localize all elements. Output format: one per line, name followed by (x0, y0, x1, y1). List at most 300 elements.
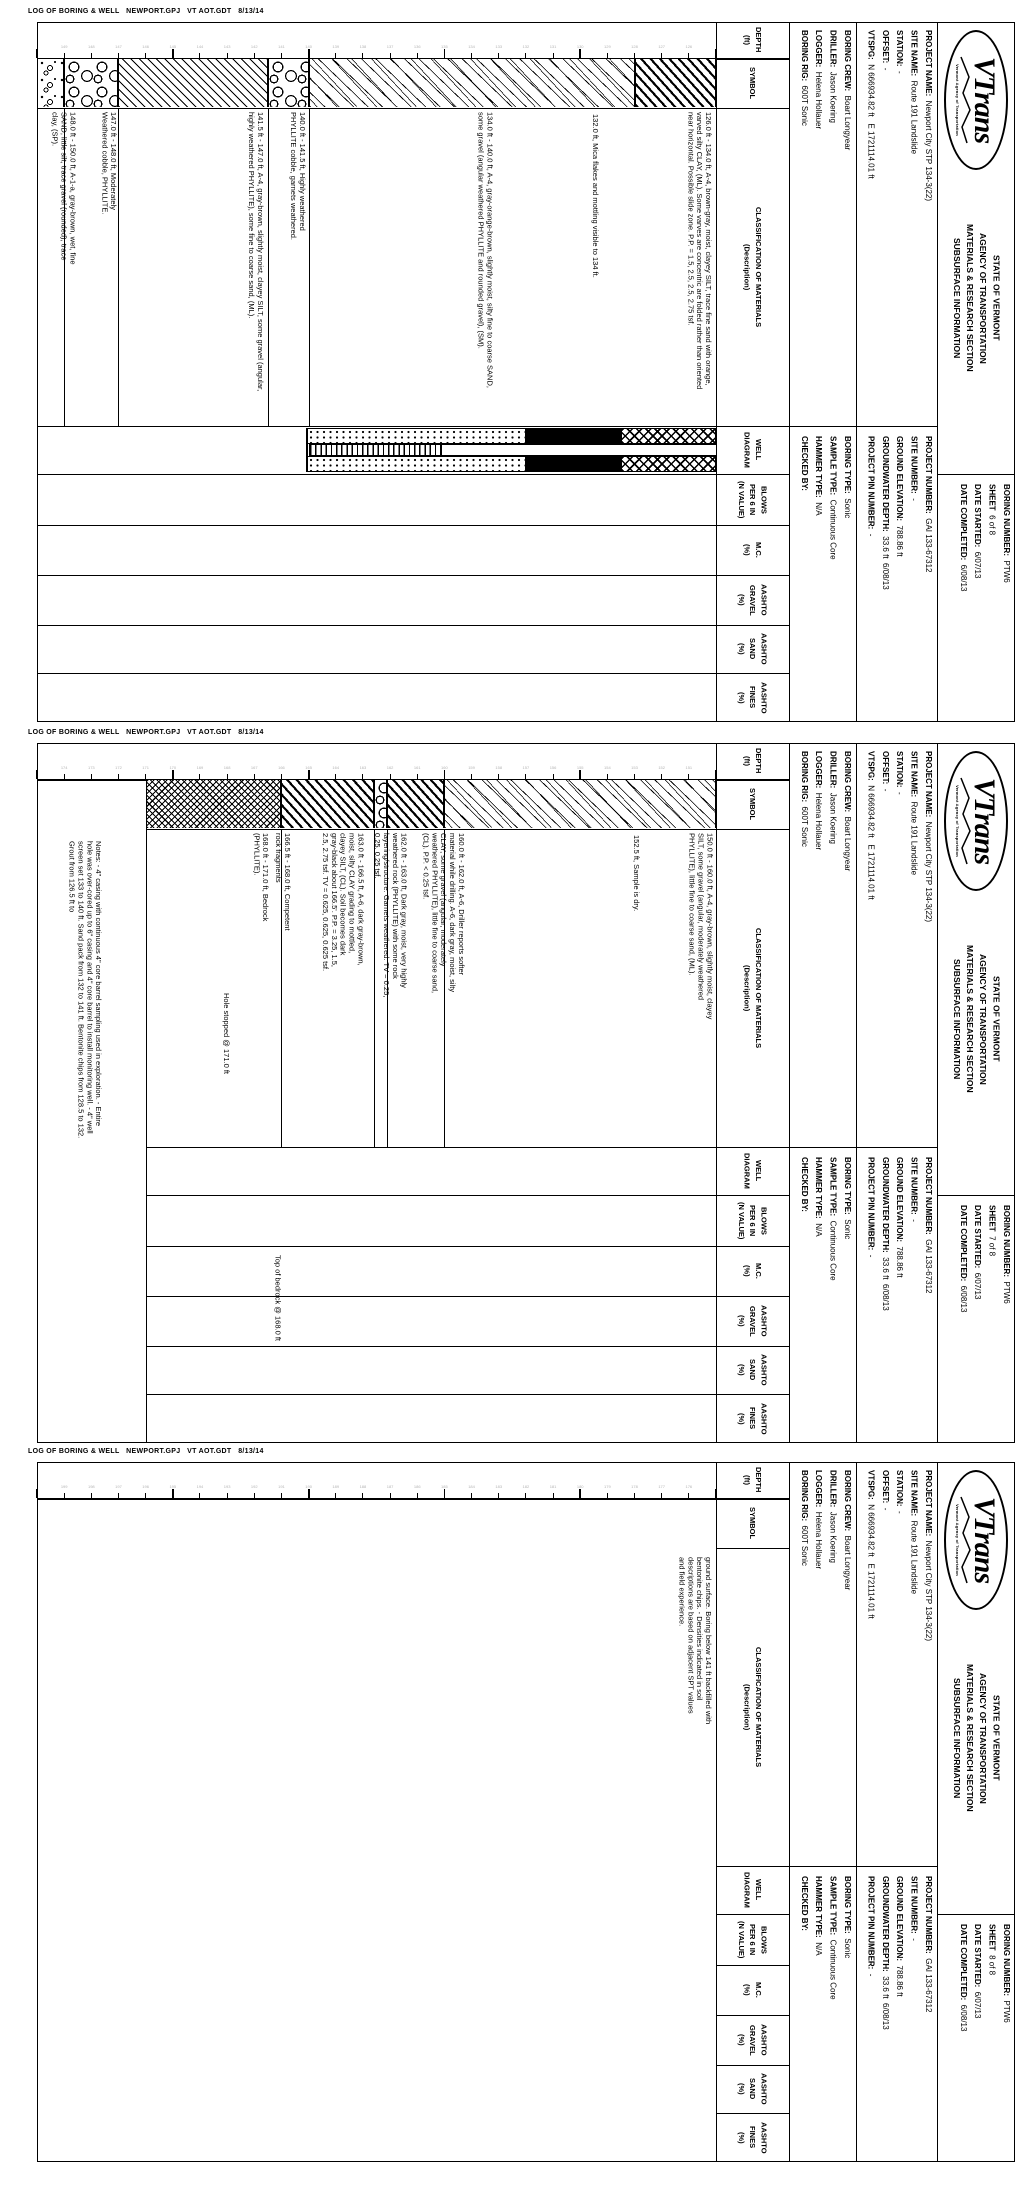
depth-tick (661, 774, 662, 779)
boring-crew-cell-value: 600T Sonic (799, 802, 809, 847)
column-label-text: CLASSIFICATION OF MATERIALS (Description) (742, 206, 763, 328)
column-label-blows (716, 474, 789, 525)
project-name-cell-label: STATION: (895, 30, 905, 67)
column-label-depth (716, 1462, 789, 1498)
depth-tick-label: 183 (495, 1484, 503, 1489)
depth-tick (199, 53, 200, 58)
header-cell-divider (789, 1147, 937, 1148)
project-number-cell-value: 33.6 ft 6/08/13 (880, 1971, 890, 2030)
boring-number-cell-label: DATE STARTED: (973, 484, 983, 548)
boring-number-cell-value: 7 of 8 (987, 1231, 997, 1257)
symbol-segment-cl (635, 59, 716, 107)
band-line (37, 1498, 789, 1500)
project-number-cell-label: GROUND ELEVATION: (895, 1157, 905, 1243)
well-grout (621, 428, 716, 444)
project-name-cell-value: - (880, 63, 890, 71)
depth-tick (362, 1493, 363, 1498)
depth-tick (64, 774, 65, 779)
column-label-aashto (716, 625, 789, 673)
depth-tick-label: 151 (685, 765, 693, 770)
depth-tick-label: 155 (576, 765, 584, 770)
column-label-classification-of-materials (716, 108, 789, 426)
depth-tick (254, 1493, 255, 1498)
symbol-segment-sm (309, 59, 635, 107)
boring-number-cell-label: DATE COMPLETED: (958, 1924, 968, 2001)
material-description: 126.0 ft - 134.0 ft, A-4, brown-gray, moist, clayey SILT, trace fine sand with orange, varved silty CLAY, (ML). Some varves are concentric are folded rather than oriented near horizontal. Possible slide zone. P.P. = 1.5, 2.5, 2.5, 2.75 tsf. (686, 112, 713, 390)
column-label-text: SYMBOL (748, 787, 758, 821)
column-label-m-c- (716, 1246, 789, 1296)
material-description: ground surface. Boring below 141 ft backfilled with bentonite chips. - Densities indicated in soil descriptions are based on adjacent SPT values and field experience. (677, 1557, 713, 1725)
boring-type-cell (793, 1151, 854, 1441)
depth-tick (525, 774, 526, 779)
column-label-depth (716, 743, 789, 779)
project-number-cell-label: GROUNDWATER DEPTH: (880, 436, 890, 532)
depth-tick (498, 1493, 499, 1498)
depth-tick (254, 53, 255, 58)
well-riser-pipe (442, 444, 716, 456)
column-label-depth (716, 22, 789, 58)
material-description: 134.0 ft - 140.0 ft, A-4, gray-orange-brown, slightly moist, silty fine to coarse SAND, some gravel (angular weathered PHYLLITE and rounded gravel), (SM). (476, 112, 495, 388)
column-label-text: DEPTH (ft) (742, 27, 763, 53)
depth-tick-label: 173 (87, 765, 95, 770)
file-header-text: LOG OF BORING & WELL NEWPORT.GPJ VT AOT.GDT 8/13/14 (28, 8, 264, 15)
depth-tick-label: 167 (250, 765, 258, 770)
project-name-cell-label: PROJECT NAME: (924, 1470, 933, 1537)
material-description: 140.0 ft - 141.5 ft, Highly weathered PHYLLITE cobble, garnets weathered. (289, 112, 307, 240)
depth-tick-label: 128 (631, 44, 638, 49)
depth-tick-label: 154 (604, 765, 611, 770)
project-name-cell-label: VTSPG: (866, 751, 876, 781)
boring-number-cell-value: 6/08/13 (958, 560, 968, 592)
project-name-cell-value: Route 191 Landslide (909, 1516, 919, 1595)
depth-tick-label: 157 (522, 765, 530, 770)
vtrans-logo (944, 30, 1008, 170)
boring-number-cell-label: BORING NUMBER: (1002, 1924, 1011, 1996)
project-number-cell-label: GROUND ELEVATION: (895, 1876, 905, 1962)
project-number-cell-value: - (909, 1933, 919, 1941)
boring-number-cell-label: DATE COMPLETED: (958, 484, 968, 561)
project-number-cell-value: - (909, 493, 919, 501)
depth-tick-label: 184 (468, 1484, 475, 1489)
symbol-segment-rock (146, 780, 282, 828)
project-number-cell-label: PROJECT NUMBER: (924, 1157, 933, 1235)
depth-tick-label: 145 (169, 44, 177, 49)
column-divider (789, 22, 790, 722)
agency-title-block (937, 1612, 1015, 1864)
material-description: 166.5 ft - 168.0 ft, Competent rock fragments (274, 833, 292, 931)
depth-tick (498, 53, 499, 58)
depth-tick (227, 774, 228, 779)
depth-tick-label: 129 (604, 44, 611, 49)
depth-tick (661, 53, 662, 58)
depth-tick-label: 176 (685, 1484, 693, 1489)
depth-tick (553, 1493, 554, 1498)
boring-crew-cell-label: BORING RIG: (799, 751, 809, 803)
boring-type-cell-label: CHECKED BY: (799, 436, 809, 491)
depth-tick-label: 163 (359, 765, 367, 770)
boring-crew-cell-value: Jason Koering (828, 788, 838, 844)
depth-tick (444, 770, 446, 779)
symbol-segment-cobble (374, 780, 388, 828)
column-label-text: M.C. (%) (742, 542, 763, 558)
header-cell-divider (937, 1914, 1015, 1915)
vtrans-logo (944, 1470, 1008, 1610)
depth-tick (308, 1489, 310, 1498)
column-label-text: WELL DIAGRAM (742, 432, 763, 468)
column-label-text: AASHTO SAND (%) (736, 633, 769, 665)
depth-tick-label: 177 (658, 1484, 666, 1489)
depth-tick (688, 53, 689, 58)
vtrans-logo-text: VTrans (968, 1496, 1002, 1584)
vtrans-logo-ellipse (944, 751, 1008, 891)
depth-tick (36, 49, 38, 58)
boring-number-cell-value: 6/07/13 (973, 1987, 983, 2019)
column-label-aashto (716, 2015, 789, 2065)
material-description: 147.0 ft - 148.0 ft, Moderately Weathered cobble, PHYLLITE. (100, 112, 119, 215)
band-line (146, 1296, 789, 1297)
depth-tick-label: 196 (142, 1484, 149, 1489)
vtrans-logo-tagline: Vermont Agency of Transportation (955, 64, 961, 136)
project-number-cell-value: GAI 133-67312 (924, 513, 933, 573)
boring-number-cell-value: 6 of 8 (987, 510, 997, 536)
column-label-text: BLOWS PER 6 IN (N VALUE) (736, 480, 769, 519)
band-line (146, 1147, 789, 1148)
depth-tick-label: 185 (441, 1484, 448, 1489)
depth-tick (308, 770, 310, 779)
project-number-cell-value: - (866, 1250, 876, 1258)
depth-tick (471, 53, 472, 58)
boring-number-cell-value: 6/07/13 (973, 547, 983, 579)
column-label-text: WELL DIAGRAM (742, 1872, 763, 1908)
column-label-text: BLOWS PER 6 IN (N VALUE) (736, 1201, 769, 1240)
depth-tick-label: 190 (305, 1484, 312, 1489)
symbol-segment-cobble (268, 59, 309, 107)
depth-tick-label: 160 (441, 765, 448, 770)
project-name-cell-label: STATION: (895, 1470, 905, 1507)
column-label-symbol (716, 779, 789, 829)
boring-type-cell-value: Continuous Core (828, 1216, 838, 1281)
depth-tick-label: 146 (142, 44, 149, 49)
boring-crew-cell-label: BORING CREW: (843, 1470, 852, 1532)
log-sheet (0, 1448, 1032, 2176)
boring-number-cell-label: BORING NUMBER: (1002, 484, 1011, 556)
boring-number-cell-label: BORING NUMBER: (1002, 1205, 1011, 1277)
depth-tick-label: 174 (60, 765, 68, 770)
depth-tick (118, 1493, 119, 1498)
project-name-cell-value: Newport City STP 134-3(22) (924, 1536, 933, 1642)
depth-tick (362, 53, 363, 58)
depth-tick-label: 161 (413, 765, 421, 770)
depth-tick (91, 774, 92, 779)
boring-crew-cell-label: BORING CREW: (843, 30, 852, 92)
depth-tick-label: 142 (250, 44, 258, 49)
depth-tick (634, 53, 635, 58)
boring-number-cell-value: PTW6 (1002, 1996, 1011, 2023)
project-number-cell-label: PROJECT PIN NUMBER: (866, 1876, 876, 1970)
boring-crew-cell-value: Jason Koering (828, 67, 838, 123)
layer-boundary-line (309, 108, 310, 426)
layer-boundary-line (118, 108, 119, 426)
depth-tick-label: 193 (223, 1484, 231, 1489)
depth-tick (36, 770, 38, 779)
well-bottom-cap (306, 428, 308, 472)
project-name-cell (860, 24, 935, 424)
column-label-well (716, 1866, 789, 1914)
depth-tick-label: 165 (305, 765, 312, 770)
vtrans-logo-tagline: Vermont Agency of Transportation (955, 785, 961, 857)
column-label-text: BLOWS PER 6 IN (N VALUE) (736, 1920, 769, 1959)
depth-tick (688, 774, 689, 779)
depth-tick-label: 187 (386, 1484, 394, 1489)
column-label-text: CLASSIFICATION OF MATERIALS (Description) (742, 927, 763, 1049)
depth-tick (254, 774, 255, 779)
depth-tick-label: 182 (522, 1484, 530, 1489)
boring-type-cell-label: BORING TYPE: (843, 1157, 852, 1215)
material-description: 150.0 ft - 160.0 ft, A-4, gray-brown, slightly moist, clayey SILT, some gravel (angular, moderately weathered PHYLLITE), little fine to coarse sand, (ML). (687, 833, 715, 1020)
boring-type-cell-value: Sonic (843, 1214, 852, 1240)
boring-crew-cell-value: 600T Sonic (799, 81, 809, 126)
boring-type-cell-value: N/A (814, 497, 824, 516)
log-sheet (0, 8, 1032, 736)
project-number-cell-value: 788.86 ft (895, 1242, 905, 1278)
symbol-segment-cl (281, 780, 373, 828)
depth-tick-label: 164 (332, 765, 340, 770)
column-label-well (716, 426, 789, 474)
column-label-blows (716, 1195, 789, 1246)
project-number-cell-label: PROJECT PIN NUMBER: (866, 436, 876, 530)
column-label-aashto (716, 1296, 789, 1346)
log-sheet (0, 729, 1032, 1457)
project-number-cell (860, 430, 935, 720)
depth-tick (417, 1493, 418, 1498)
boring-number-cell (941, 1918, 1013, 2158)
symbol-segment-sp (37, 59, 64, 107)
depth-tick (227, 53, 228, 58)
depth-tick (634, 1493, 635, 1498)
boring-number-cell (941, 478, 1013, 718)
project-name-cell-label: OFFSET: (880, 30, 890, 64)
depth-tick-label: 148 (87, 44, 95, 49)
depth-tick-label: 170 (169, 765, 177, 770)
column-label-blows (716, 1914, 789, 1965)
depth-tick-label: 180 (576, 1484, 584, 1489)
depth-tick-label: 135 (441, 44, 448, 49)
column-label-text: M.C. (%) (742, 1263, 763, 1279)
column-label-text: SYMBOL (748, 1506, 758, 1540)
material-description: 141.5 ft - 147.0 ft, A-4, gray-brown, slightly moist, clayey SILT, some gravel (angular, highly weathered PHYLLITE), some fine to coarse sand, (ML). (246, 112, 265, 392)
depth-tick-label: 192 (250, 1484, 258, 1489)
layer-boundary-line (268, 108, 269, 426)
depth-tick (607, 1493, 608, 1498)
boring-type-cell-value: Sonic (843, 493, 852, 519)
column-label-well (716, 1147, 789, 1195)
depth-tick-label: 127 (658, 44, 666, 49)
column-label-text: SYMBOL (748, 66, 758, 100)
material-description: 132.0 ft, Mica flakes and mottling visible to 134 ft. (591, 114, 601, 278)
boring-crew-cell-value: Jason Koering (828, 1507, 838, 1563)
column-label-aashto (716, 2065, 789, 2113)
depth-tick (444, 49, 446, 58)
band-line (37, 575, 789, 576)
project-name-cell-label: SITE NAME: (909, 751, 919, 798)
header-cell-divider (937, 1195, 1015, 1196)
depth-tick-label: 197 (115, 1484, 122, 1489)
symbol-segment-sm (444, 780, 716, 828)
depth-tick (688, 1493, 689, 1498)
depth-tick-label: 186 (413, 1484, 421, 1489)
column-label-text: M.C. (%) (742, 1982, 763, 1998)
depth-tick (172, 770, 174, 779)
depth-tick (335, 53, 336, 58)
boring-type-cell-label: BORING TYPE: (843, 436, 852, 494)
project-name-cell-value: - (895, 1506, 905, 1514)
depth-tick-label: 137 (386, 44, 394, 49)
header-cell-divider (789, 426, 937, 427)
file-header-text: LOG OF BORING & WELL NEWPORT.GPJ VT AOT.GDT 8/13/14 (28, 729, 264, 736)
project-name-cell-value: - (895, 787, 905, 795)
boring-type-cell-label: HAMMER TYPE: (814, 436, 824, 498)
project-number-cell-value: 788.86 ft (895, 521, 905, 557)
boring-crew-cell-value: Boart Longyear (843, 1531, 852, 1591)
depth-tick (471, 774, 472, 779)
depth-tick-label: 153 (631, 765, 638, 770)
column-label-aashto (716, 575, 789, 625)
depth-tick (172, 49, 174, 58)
depth-tick-label: 136 (413, 44, 421, 49)
log-annotation: Hole stopped @ 171.0 ft (221, 993, 231, 1074)
mountain-icon (961, 55, 973, 145)
boring-number-cell-value: PTW6 (1002, 556, 1011, 583)
boring-type-cell-label: SAMPLE TYPE: (828, 1876, 838, 1936)
project-name-cell-value: - (880, 1503, 890, 1511)
project-name-cell-value: Newport City STP 134-3(22) (924, 817, 933, 923)
boring-type-cell-label: CHECKED BY: (799, 1157, 809, 1212)
depth-tick-label: 141 (278, 44, 285, 49)
depth-tick (607, 53, 608, 58)
project-name-cell-value: N 666934.82 ft E 1721114.01 ft (866, 1499, 876, 1619)
well-sand-pack (307, 428, 526, 444)
depth-tick (444, 1489, 446, 1498)
project-number-cell-label: PROJECT NUMBER: (924, 1876, 933, 1954)
agency-title-lines: STATE OF VERMONT AGENCY OF TRANSPORTATION MATERIALS & RESEARCH SECTION SUBSURFACE INFORMATION (951, 945, 1002, 1093)
header-cell-divider (789, 1866, 937, 1867)
project-number-cell-label: SITE NUMBER: (909, 1876, 919, 1934)
well-bentonite-seal (526, 428, 621, 444)
column-divider (789, 743, 790, 1443)
depth-tick-label: 126 (685, 44, 693, 49)
project-name-cell-value: Route 191 Landslide (909, 797, 919, 876)
project-number-cell-value: 788.86 ft (895, 1961, 905, 1997)
agency-title-lines: STATE OF VERMONT AGENCY OF TRANSPORTATION MATERIALS & RESEARCH SECTION SUBSURFACE INFORMATION (951, 1664, 1002, 1812)
boring-type-cell-label: BORING TYPE: (843, 1876, 852, 1934)
mountain-icon (961, 776, 973, 866)
project-number-cell-value: - (866, 1969, 876, 1977)
depth-tick (607, 774, 608, 779)
depth-tick-label: 178 (631, 1484, 638, 1489)
boring-type-cell-label: HAMMER TYPE: (814, 1157, 824, 1219)
depth-tick-label: 133 (495, 44, 503, 49)
boring-crew-cell-value: Helena Hollauer (814, 1507, 824, 1570)
depth-tick (172, 1489, 174, 1498)
depth-tick-label: 194 (196, 1484, 204, 1489)
depth-tick (553, 774, 554, 779)
depth-tick-label: 143 (223, 44, 231, 49)
depth-tick-label: 168 (223, 765, 231, 770)
depth-tick-label: 188 (359, 1484, 367, 1489)
column-label-text: CLASSIFICATION OF MATERIALS (Description) (742, 1646, 763, 1768)
boring-type-cell-value: Continuous Core (828, 495, 838, 560)
depth-tick (335, 774, 336, 779)
project-number-cell-value: 33.6 ft 6/08/13 (880, 531, 890, 590)
symbol-segment-cobble (64, 59, 118, 107)
column-label-text: DEPTH (ft) (742, 748, 763, 774)
depth-tick-label: 149 (60, 44, 68, 49)
well-bentonite-seal (526, 456, 621, 472)
depth-tick-label: 144 (196, 44, 204, 49)
depth-tick (390, 774, 391, 779)
depth-tick (417, 53, 418, 58)
depth-tick-label: 189 (332, 1484, 340, 1489)
project-name-cell-label: VTSPG: (866, 30, 876, 60)
band-line (146, 1195, 789, 1196)
column-label-text: AASHTO FINES (%) (736, 2121, 769, 2154)
boring-number-cell-label: DATE STARTED: (973, 1924, 983, 1988)
boring-crew-cell-label: DRILLER: (828, 30, 838, 68)
project-number-cell-value: 33.6 ft 6/08/13 (880, 1252, 890, 1311)
material-description: Notes: - 4" casing with continuous 4" core barrel sampling used in exploration. - Entire hole was over-cored up to 6" casing and 4" core barrel to install monitoring well. - 4" well screen set 133 to 140 ft. Sand pack from 132 to 141 ft. Bentonite chips from 128.5 to 132. Grout from 126.5 ft to (67, 841, 104, 1139)
boring-crew-cell-label: BORING RIG: (799, 30, 809, 82)
vtrans-logo-text: VTrans (968, 56, 1002, 144)
boring-type-cell (793, 1870, 854, 2160)
boring-type-cell-value: N/A (814, 1937, 824, 1956)
depth-tick (199, 774, 200, 779)
depth-tick (525, 53, 526, 58)
boring-number-cell (941, 1199, 1013, 1439)
depth-tick (118, 53, 119, 58)
well-grout (621, 456, 716, 472)
band-line (37, 108, 789, 109)
project-number-cell-label: PROJECT PIN NUMBER: (866, 1157, 876, 1251)
depth-tick-label: 156 (549, 765, 557, 770)
depth-tick-label: 131 (549, 44, 557, 49)
vtrans-logo-ellipse (944, 30, 1008, 170)
boring-number-cell-label: SHEET (987, 1924, 997, 1951)
project-number-cell-label: SITE NUMBER: (909, 1157, 919, 1215)
column-label-text: AASHTO SAND (%) (736, 2073, 769, 2105)
boring-number-cell-value: PTW6 (1002, 1277, 1011, 1304)
column-label-aashto (716, 1394, 789, 1443)
header-cell-divider (937, 474, 1015, 475)
depth-tick (281, 53, 282, 58)
material-description: 168.0 ft - 171.0 ft, Bedrock (PHYLLITE). (252, 833, 271, 922)
project-name-cell-label: OFFSET: (880, 751, 890, 785)
depth-tick (36, 1489, 38, 1498)
boring-type-cell-label: SAMPLE TYPE: (828, 1157, 838, 1217)
depth-tick (661, 1493, 662, 1498)
depth-tick (525, 1493, 526, 1498)
boring-type-cell-value: Continuous Core (828, 1935, 838, 2000)
depth-tick-label: 166 (278, 765, 285, 770)
project-number-cell-value: GAI 133-67312 (924, 1953, 933, 2013)
column-label-classification-of-materials (716, 829, 789, 1147)
well-screen (309, 444, 442, 456)
vtrans-logo-tagline: Vermont Agency of Transportation (955, 1504, 961, 1576)
vtrans-logo-text: VTrans (968, 777, 1002, 865)
depth-tick-label: 179 (604, 1484, 611, 1489)
boring-crew-cell-value: Boart Longyear (843, 91, 852, 151)
boring-number-cell-label: SHEET (987, 484, 997, 511)
project-name-cell-label: PROJECT NAME: (924, 751, 933, 818)
